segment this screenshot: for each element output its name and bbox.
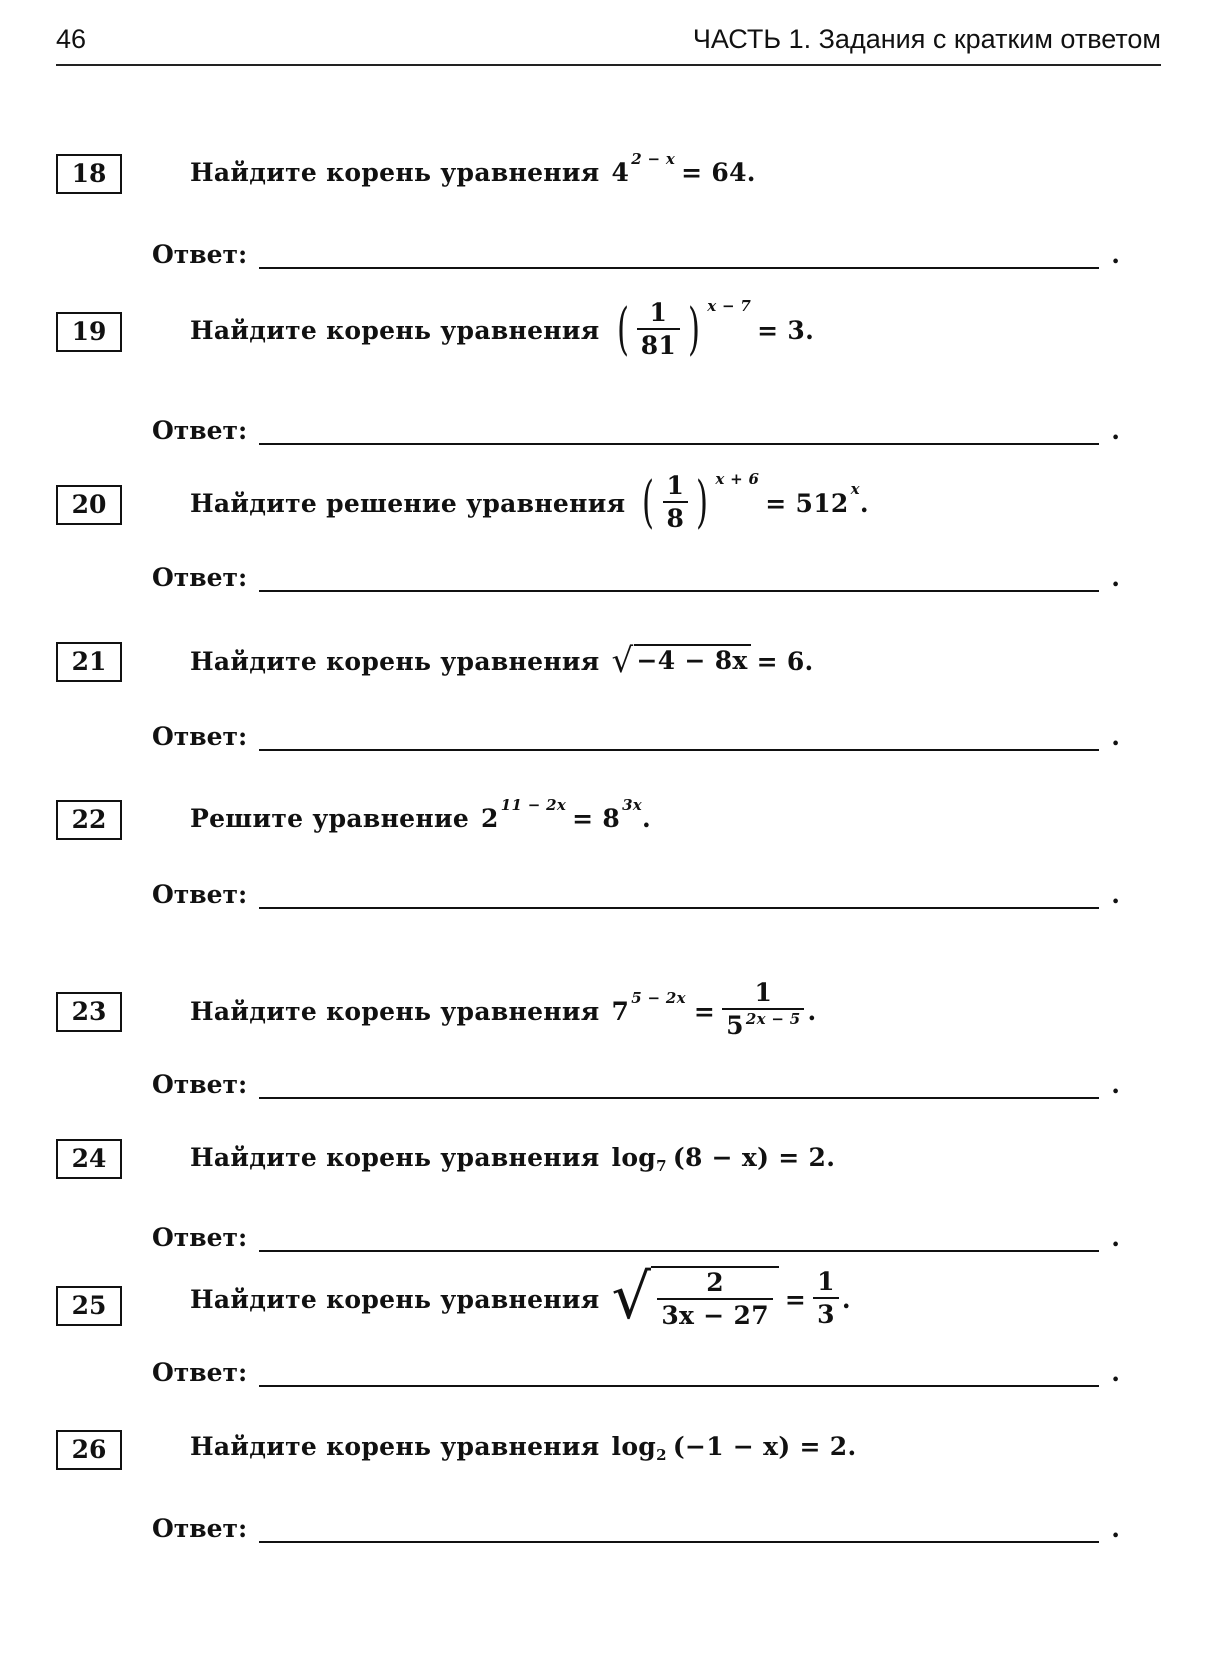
equation: ( $\frac{1}{8}$ ) x + 6 = 512 x . xyxy=(642,470,869,535)
equation: log 2 (−1 − x) = 2. xyxy=(611,1432,857,1464)
task-question xyxy=(190,1143,836,1175)
question-text: Найдите корень уравнения xyxy=(190,646,600,676)
task-question xyxy=(190,795,652,833)
page-number: 46 xyxy=(56,24,87,54)
equation: log 7 (8 − x) = 2. xyxy=(611,1143,836,1175)
answer-label: Ответ: xyxy=(152,1358,248,1387)
answer-field[interactable] xyxy=(259,1517,1099,1543)
task-question xyxy=(190,978,816,1045)
question-text: Найдите корень уравнения xyxy=(190,315,600,345)
question-text: Найдите корень уравнения xyxy=(190,997,600,1026)
task-question xyxy=(190,1260,851,1333)
task-number: 19 xyxy=(56,312,122,352)
answer-label: Ответ: xyxy=(152,240,248,269)
answer-field[interactable] xyxy=(259,1226,1099,1252)
task-number: 20 xyxy=(56,485,122,525)
answer-label: Ответ: xyxy=(152,1514,248,1543)
task-number: 21 xyxy=(56,642,122,682)
answer-row: Ответ: . xyxy=(152,722,1120,751)
answer-field[interactable] xyxy=(259,419,1099,445)
answer-row: Ответ: . xyxy=(152,240,1120,269)
answer-label: Ответ: xyxy=(152,722,248,751)
task-number: 25 xyxy=(56,1286,122,1326)
question-text: Найдите корень уравнения xyxy=(190,1143,600,1172)
task-number: 22 xyxy=(56,800,122,840)
question-text: Найдите решение уравнения xyxy=(190,488,626,518)
task-question xyxy=(190,1432,857,1464)
question-text: Найдите корень уравнения xyxy=(190,158,600,187)
answer-field[interactable] xyxy=(259,566,1099,592)
equation: 4 2 − x = 64. xyxy=(611,149,756,187)
answer-field[interactable] xyxy=(259,243,1099,269)
question-text: Найдите корень уравнения xyxy=(190,1432,600,1461)
equation: √ −4 − 8x = 6. xyxy=(611,641,814,681)
answer-row: Ответ: . xyxy=(152,1514,1120,1543)
equation: 7 5 − 2x = $\frac{1}{5 ^{2x - 5}}$ . xyxy=(611,978,817,1040)
answer-field[interactable] xyxy=(259,883,1099,909)
task-question xyxy=(190,298,814,362)
question-text: Найдите корень уравнения xyxy=(190,1284,600,1314)
answer-label: Ответ: xyxy=(152,563,248,592)
task-number: 23 xyxy=(56,992,122,1032)
answer-label: Ответ: xyxy=(152,416,248,445)
task-question xyxy=(190,471,869,535)
answer-row: Ответ: . xyxy=(152,1070,1120,1099)
answer-row: Ответ: . xyxy=(152,880,1120,909)
question-text: Решите уравнение xyxy=(190,804,470,833)
answer-row: Ответ: . xyxy=(152,416,1120,445)
answer-field[interactable] xyxy=(259,1361,1099,1387)
answer-row: Ответ: . xyxy=(152,563,1120,592)
equation: 2 11 − 2x = 8 3x . xyxy=(481,795,652,833)
task-question xyxy=(190,641,814,681)
task-number: 18 xyxy=(56,154,122,194)
section-title: ЧАСТЬ 1. Задания с кратким ответом xyxy=(692,24,1161,54)
task-number: 24 xyxy=(56,1139,122,1179)
page-header xyxy=(56,22,1161,66)
answer-row: Ответ: . xyxy=(152,1358,1120,1387)
answer-label: Ответ: xyxy=(152,1070,248,1099)
answer-field[interactable] xyxy=(259,725,1099,751)
equation: √ $\frac{2}{3x - 27}$ = $\frac{1}{3}$ . xyxy=(611,1260,851,1333)
task-number: 26 xyxy=(56,1430,122,1470)
answer-row: Ответ: . xyxy=(152,1223,1120,1252)
answer-label: Ответ: xyxy=(152,1223,248,1252)
answer-label: Ответ: xyxy=(152,880,248,909)
task-question xyxy=(190,149,756,187)
equation: ( $\frac{1}{81}$ ) x − 7 = 3. xyxy=(616,297,815,362)
answer-field[interactable] xyxy=(259,1073,1099,1099)
